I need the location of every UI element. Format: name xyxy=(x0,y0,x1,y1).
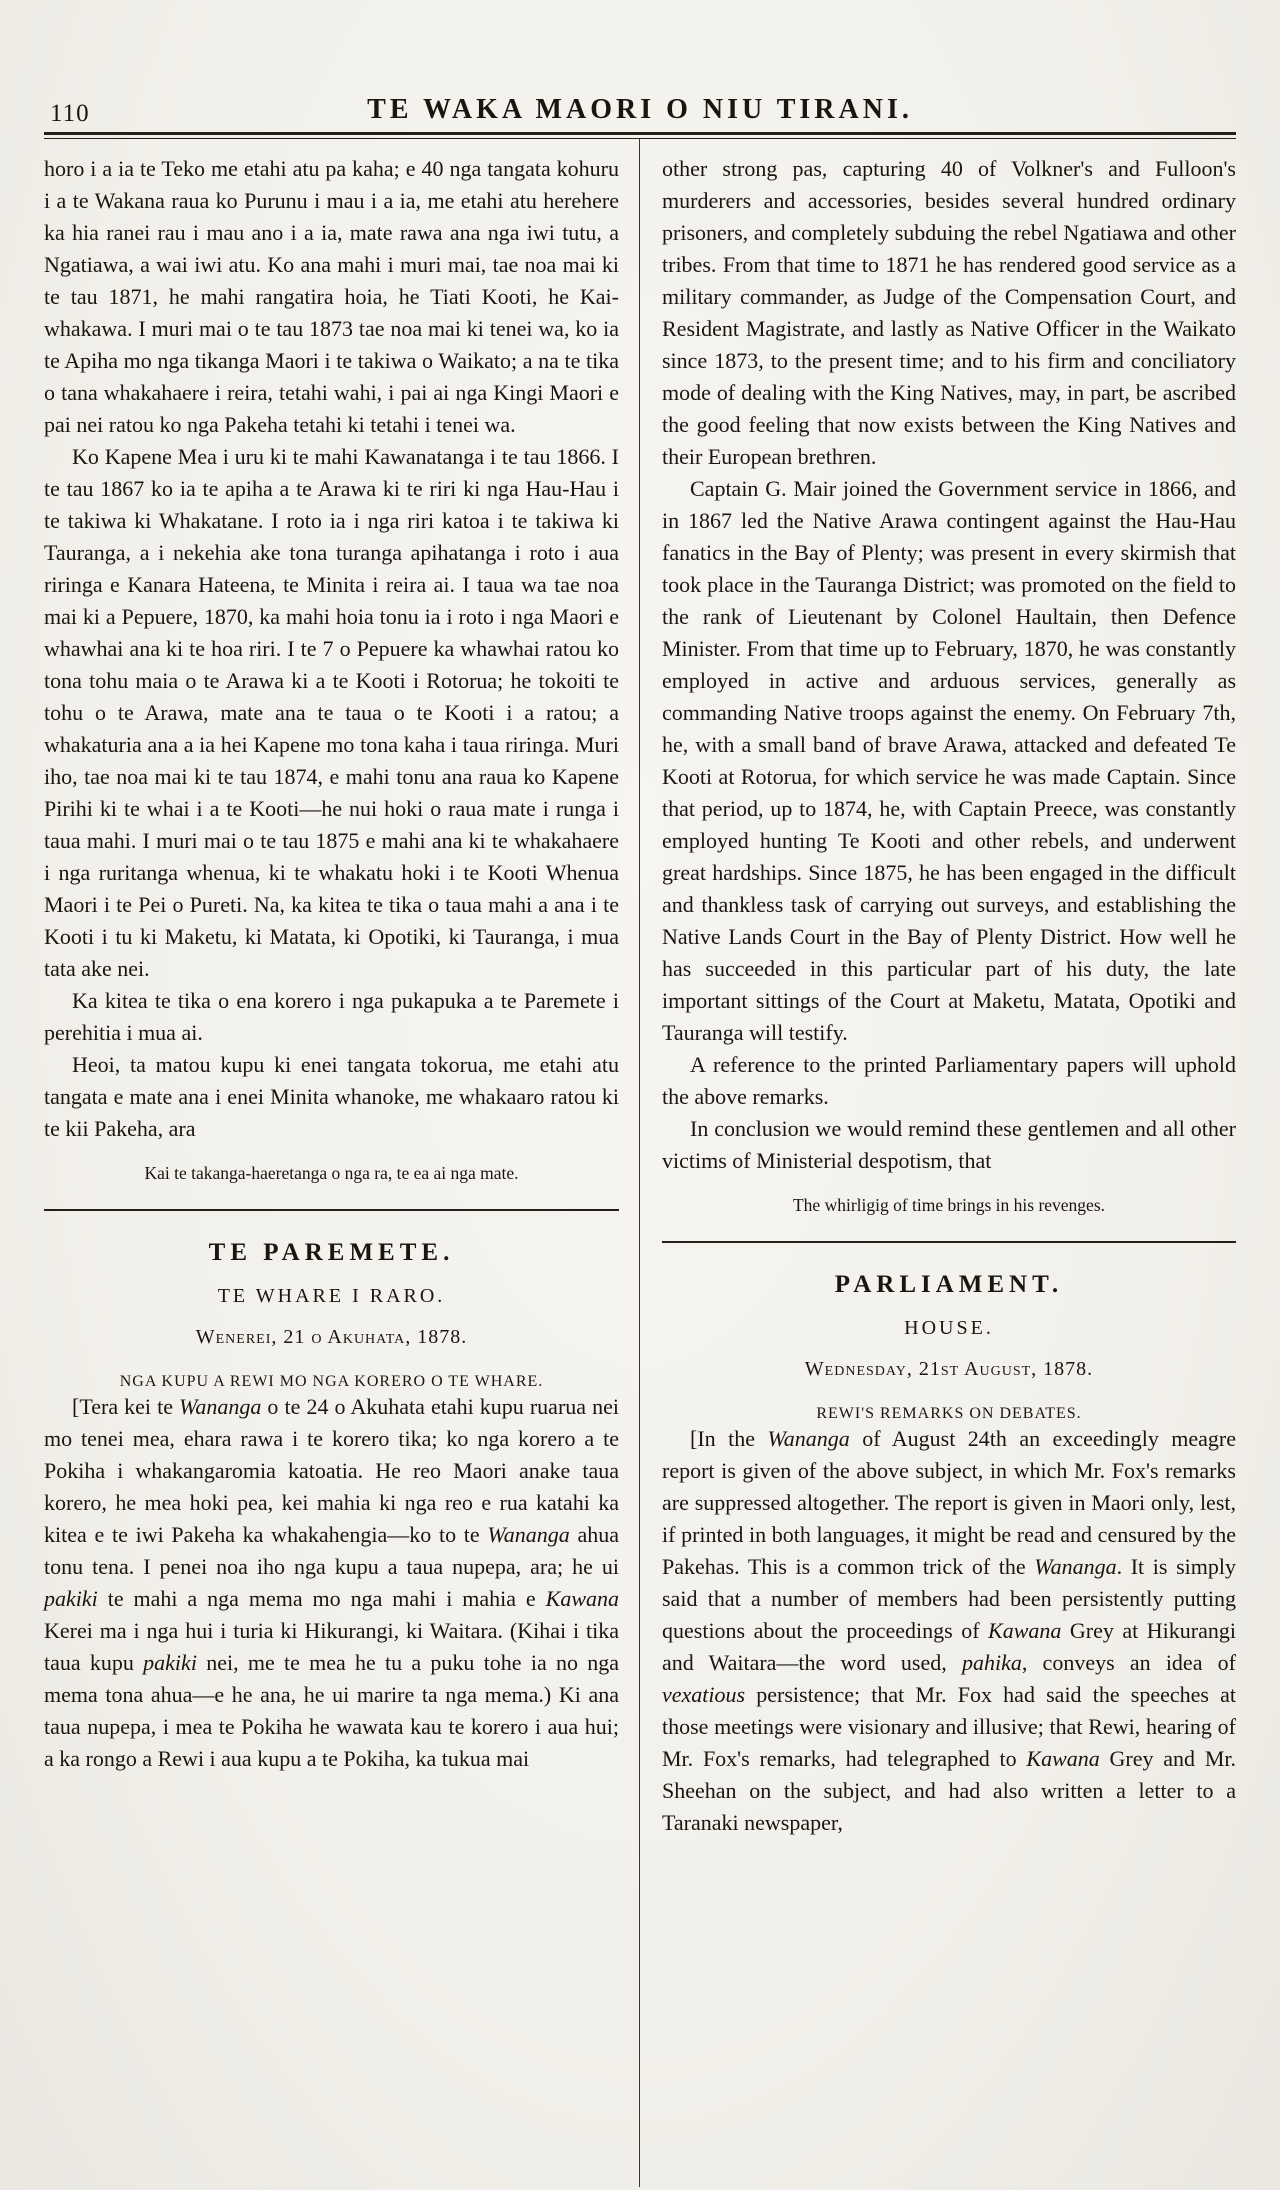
proverb-line: Kai te takanga-haeretanga o nga ra, te ea ai nga mate. xyxy=(144,1163,519,1183)
article-paragraph: Ka kitea te tika o ena korero i nga pukapuka a te Paremete i perehitia i mua ai. xyxy=(44,988,619,1045)
article-paragraph: Heoi, ta matou kupu ki enei tangata tokorua, me etahi atu tangata e mate ana i enei Minita whanoke, me whakaaro ratou ki te kii Pakeha, ara xyxy=(44,1052,619,1141)
section-dateline: Wednesday, 21st August, 1878. xyxy=(804,1358,1094,1380)
section-subtitle: HOUSE. xyxy=(904,1317,994,1339)
masthead-rule xyxy=(44,132,1236,139)
section-dateline: Wenerei, 21 o Akuhata, 1878. xyxy=(195,1326,468,1348)
article-heading: REWI'S REMARKS ON DEBATES. xyxy=(816,1405,1082,1422)
section-title: TE PAREMETE. xyxy=(208,1239,455,1266)
left-column xyxy=(44,139,639,2187)
article-paragraph: horo i a ia te Teko me etahi atu pa kaha; e 40 nga tangata kohuru i a te Wakana raua ko Purunu i mau i a ia, me etahi atu herehere ka hia ranei rau i mau ano i a ia, mate rawa ana nga iwi tutu, a Ngatiawa, a wai iwi atu. Ko ana mahi i muri mai, tae noa mai ki te tau 1871, he mahi rangatira hoia, he Tiati Kooti, he Kai-whakawa. I muri mai o te tau 1873 tae noa mai ki tenei wa, ko ia te Apiha mo nga tikanga Maori i te takiwa o Waikato; a na te tika o tana whakahaere i reira, tetahi wahi, i pai ai nga Kingi Maori e pai nei ratou ko nga Pakeha tetahi ki tetahi i tenei wa. xyxy=(44,156,619,437)
article-paragraph: Captain G. Mair joined the Government service in 1866, and in 1867 led the Native Arawa contingent against the Hau-Hau fanatics in the Bay of Plenty; was present in every skirmish that took place in the Tauranga District; was promoted on the field to the rank of Lieutenant by Colonel Haultain, then Defence Minister. From that time up to February, 1870, he was constantly employed in active and arduous services, generally as commanding Native troops against the enemy. On February 7th, he, with a small band of brave Arawa, attacked and defeated Te Kooti at Rotorua, for which service he was made Captain. Since that period, up to 1874, he, with Captain Preece, was constantly employed hunting Te Kooti and other rebels, and underwent great hardships. Since 1875, he has been engaged in the difficult and thankless task of carrying out surveys, and establishing the Native Lands Court in the Bay of Plenty District. How well he has succeeded in this particular part of his duty, the late important sittings of the Court at Maketu, Matata, Opotiki and Tauranga will testify. xyxy=(662,476,1236,1045)
article-paragraph: [In the Wananga of August 24th an exceedingly meagre report is given of the above subject, in which Mr. Fox's remarks are suppressed altogether. The report is given in Maori only, lest, if printed in both languages, it might be read and censured by the Pakehas. This is a common trick of the Wananga. It is simply said that a number of members had been persistently putting questions about the proceedings of Kawana Grey at Hikurangi and Waitara—the word used, pahika, conveys an idea of vexatious persistence; that Mr. Fox had said the speeches at those meetings were visionary and illusive; that Rewi, hearing of Mr. Fox's remarks, had telegraphed to Kawana Grey and Mr. Sheehan on the subject, and had also written a letter to a Taranaki newspaper, xyxy=(662,1426,1236,1835)
section-divider-rule xyxy=(662,1241,1236,1243)
quote-line: The whirligig of time brings in his revenges. xyxy=(792,1195,1106,1215)
section-divider-rule xyxy=(44,1209,619,1211)
column-layout xyxy=(44,139,1236,2187)
article-paragraph: Ko Kapene Mea i uru ki te mahi Kawanatanga i te tau 1866. I te tau 1867 ko ia te apiha a te Arawa ki te riri ki nga Hau-Hau i te takiwa ki Whakatane. I roto ia i nga riri katoa i te takiwa ki Tauranga, a i nekehia ake tona turanga apihatanga i roto i aua riringa e Kanara Hateena, te Minita i reira ai. I taua wa tae noa mai ki a Pepuere, 1870, ka mahi hoia tonu ia i roto i nga Maori e whawhai ana ki te hoa riri. I te 7 o Pepuere ka whawhai ratou ko tona tohu maia o te Arawa ki a te Kooti i Rotorua; he tokoiti te tohu o te Arawa, mate ana te taua o te Kooti i a ratou; a whakaturia ana a ia hei Kapene mo tona kaha i taua riringa. Muri iho, tae noa mai ki te tau 1874, e mahi tonu ana raua ko Kapene Pirihi ki te whai i a te Kooti—he nui hoki o raua mate i runga i taua mahi. I muri mai o te tau 1875 e mahi ana ki te whakahaere i nga ruritanga whenua, ki te whakatu hoki i te Kooti Whenua Maori i te Pei o Pureti. Na, ka kitea te tika o taua mahi a ana i te Kooti i tu ki Maketu, ki Matata, ki Opotiki, ki Tauranga, i mua tata ake nei. xyxy=(44,444,619,981)
page-header xyxy=(0,0,1280,132)
article-paragraph: A reference to the printed Parliamentary papers will uphold the above remarks. xyxy=(662,1052,1236,1109)
right-column xyxy=(640,139,1236,2187)
article-paragraph: [Tera kei te Wananga o te 24 o Akuhata etahi kupu ruarua nei mo tenei mea, ehara rawa i te korero tika; ko nga korero a te Pokiha i whakangaromia katoatia. He reo Maori anake taua korero, he mea hoki pea, kei mahia ki nga reo e rua katahi ka kitea e te iwi Pakeha ka whakahengia—ko to te Wananga ahua tonu tena. I penei noa iho nga kupu a taua nupepa, ara; he ui pakiki te mahi a nga mema mo nga mahi i mahia e Kawana Kerei ma i nga hui i turia ki Hikurangi, ki Waitara. (Kihai i tika taua kupu pakiki nei, me te mea he tu a puku tohe ia no nga mema tona ahua—e he ana, he ui marire ta nga mema.) Ki ana taua nupepa, i mea te Pokiha he wawata kau te korero i aua hui; a ka rongo a Rewi i aua kupu a te Pokiha, ka tukua mai xyxy=(44,1394,619,1771)
section-title: PARLIAMENT. xyxy=(834,1271,1064,1298)
masthead-title: TE WAKA MAORI O NIU TIRANI. xyxy=(367,94,913,125)
section-subtitle: TE WHARE I RARO. xyxy=(217,1285,446,1307)
article-paragraph: other strong pas, capturing 40 of Volkner's and Fulloon's murderers and accessories, besides several hundred ordinary prisoners, and completely subduing the rebel Ngatiawa and other tribes. From that time to 1871 he has rendered good service as a military commander, as Judge of the Compensation Court, and Resident Magistrate, and lastly as Native Officer in the Waikato since 1873, to the present time; and to his firm and conciliatory mode of dealing with the King Natives, may, in part, be ascribed the good feeling that now exists between the King Natives and their European brethren. xyxy=(662,156,1236,469)
page-number: 110 xyxy=(50,100,90,127)
article-heading: NGA KUPU A REWI MO NGA KORERO O TE WHARE. xyxy=(119,1373,544,1390)
article-paragraph: In conclusion we would remind these gentlemen and all other victims of Ministerial despotism, that xyxy=(662,1116,1236,1173)
